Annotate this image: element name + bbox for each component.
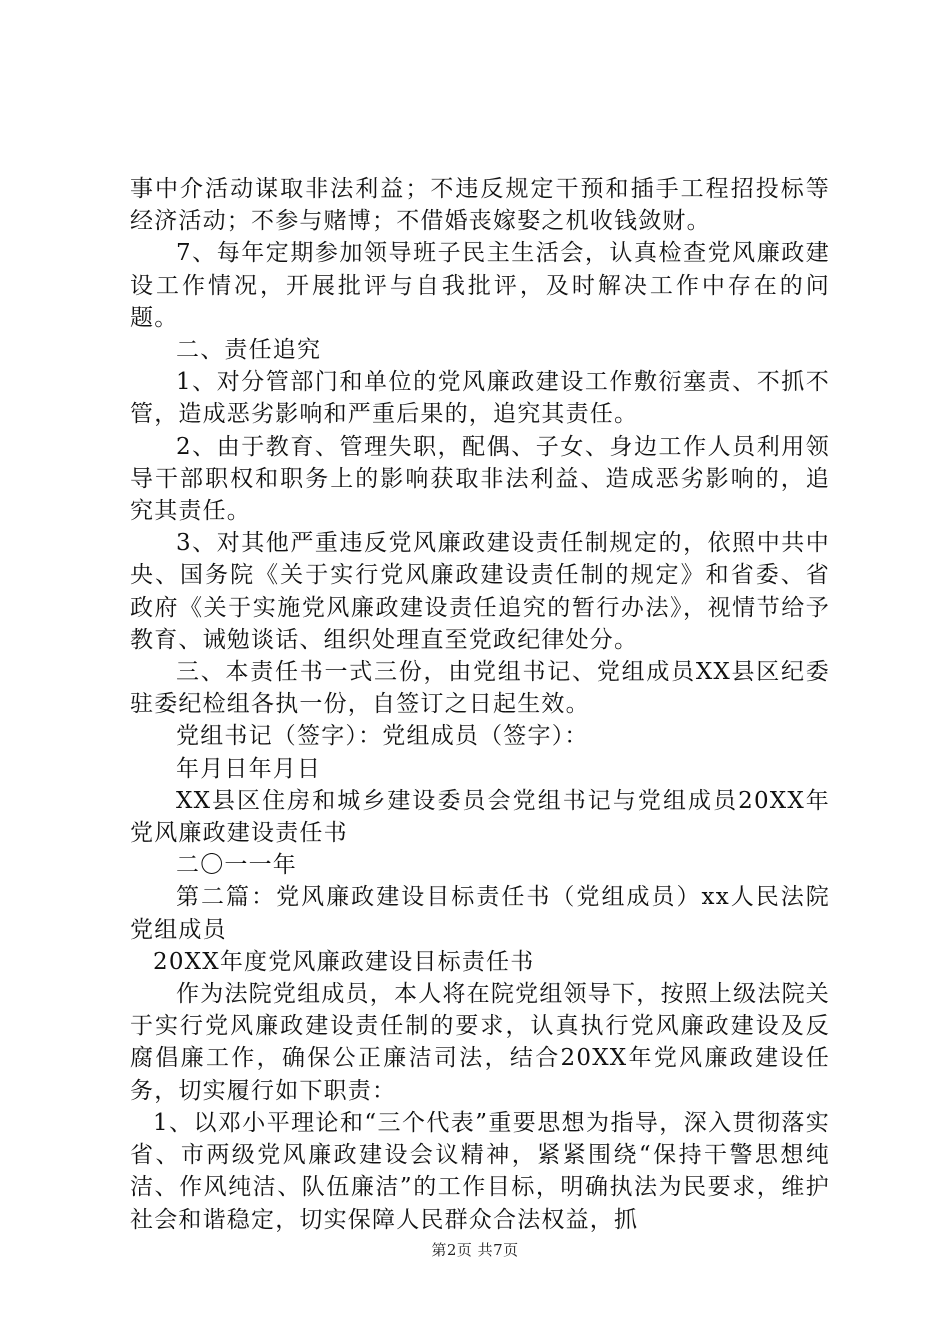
paragraph-duty-1: 1、以邓小平理论和“三个代表”重要思想为指导，深入贯彻落实省、市两级党风廉政建设会议精神，紧紧围绕“保持干警思想纯洁、作风纯洁、队伍廉洁”的工作目标，明确执法为民要求，维护社会和谐稳定，切实保障人民群众合法权益，抓: [130, 1109, 830, 1233]
page-number-footer: 第2页 共7页: [431, 1241, 519, 1259]
date-line: 年月日年月日: [176, 755, 322, 782]
paragraph-copies: 三、本责任书一式三份，由党组书记、党组成员XX县区纪委驻委纪检组各执一份，自签订之日起生效。: [130, 659, 830, 718]
chapter-subtitle: 20XX年度党风廉政建设目标责任书: [153, 948, 535, 975]
paragraph-accountability-1: 1、对分管部门和单位的党风廉政建设工作敷衍塞责、不抓不管，造成恶劣影响和严重后果的，追究其责任。: [130, 369, 830, 428]
paragraph-intro: 作为法院党组成员，本人将在院党组领导下，按照上级法院关于实行党风廉政建设责任制的要求，认真执行党风廉政建设及反腐倡廉工作，确保公正廉洁司法，结合20XX年党风廉政建设任务，切实履行如下职责：: [130, 981, 830, 1104]
section-heading-accountability: 二、责任追究: [176, 337, 322, 364]
document-body: [130, 173, 830, 1236]
signature-line: 党组书记（签字）：党组成员（签字）：: [176, 723, 589, 750]
paragraph-item-7: 7、每年定期参加领导班子民主生活会，认真检查党风廉政建设工作情况，开展批评与自我批评，及时解决工作中存在的问题。: [130, 240, 830, 331]
chapter-heading-2: 第二篇：党风廉政建设目标责任书（党组成员）xx人民法院党组成员: [130, 884, 830, 943]
document-title-line: XX县区住房和城乡建设委员会党组书记与党组成员20XX年党风廉政建设责任书: [130, 787, 830, 847]
paragraph-accountability-2: 2、由于教育、管理失职，配偶、子女、身边工作人员利用领导干部职权和职务上的影响获取非法利益、造成恶劣影响的，追究其责任。: [130, 433, 830, 525]
paragraph-accountability-3: 3、对其他严重违反党风廉政建设责任制规定的，依照中共中央、国务院《关于实行党风廉政建设责任制的规定》和省委、省政府《关于实施党风廉政建设责任追究的暂行办法》，视情节给予教育、诫勉谈话、组织处理直至党政纪律处分。: [130, 530, 830, 653]
year-line: 二〇一一年: [176, 852, 297, 879]
paragraph-continuation: 事中介活动谋取非法利益；不违反规定干预和插手工程招投标等经济活动；不参与赌博；不借婚丧嫁娶之机收钱敛财。: [130, 176, 830, 235]
